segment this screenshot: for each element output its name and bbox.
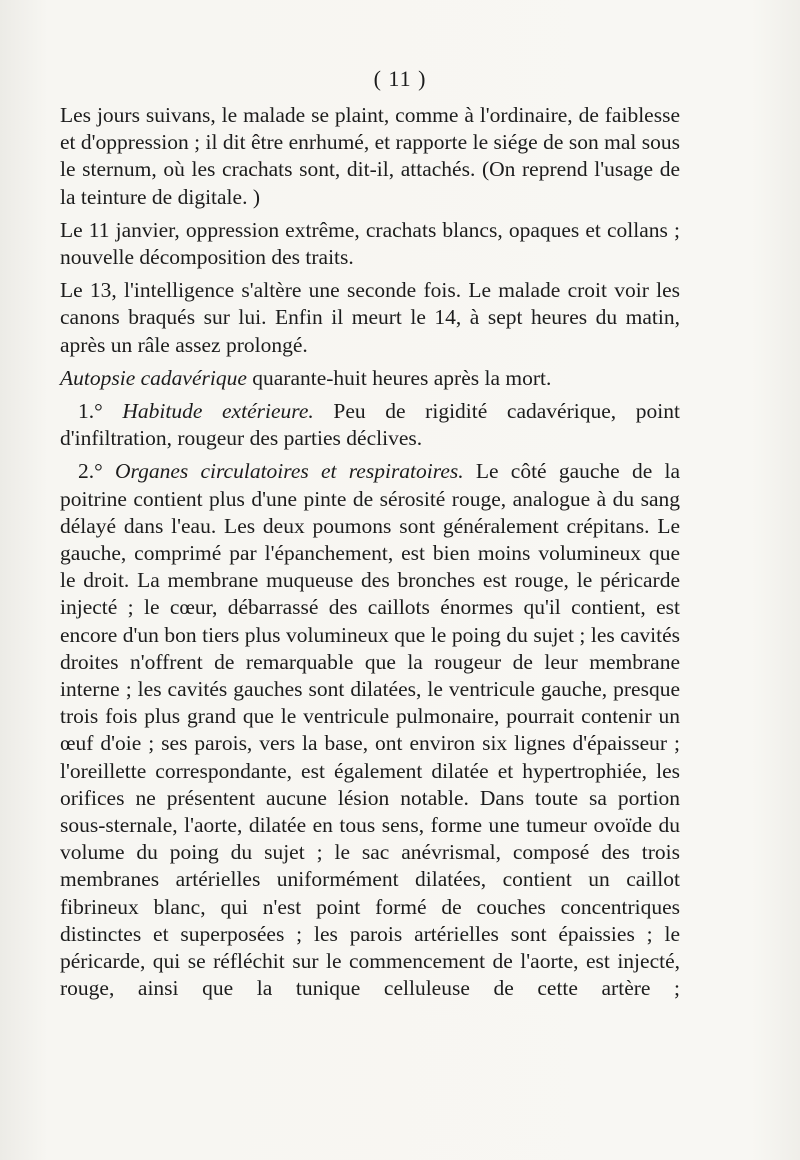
paragraph-death: Le 13, l'intelligence s'altère une seconde fois. Le malade croit voir les canons braqués sur lui. Enfin il meurt le 14, à sept heures du matin, après un râle assez prolongé.	[60, 278, 680, 357]
section-text-exterior: Peu de rigidité cadavérique, point d'infiltration, rougeur des parties déclives.	[60, 399, 680, 451]
body-text	[60, 102, 680, 1009]
autopsy-time: quarante-huit heures après la mort.	[246, 365, 552, 390]
paragraph-symptoms: Les jours suivans, le malade se plaint, comme à l'ordinaire, de faiblesse et d'oppression ; il dit être enrhumé, et rapporte le siége de son mal sous le sternum, où les crachats sont, dit-il, attachés. (On reprend l'usage de la teinture de digitale. )	[60, 103, 680, 209]
section-title-exterior: Habitude extérieure.	[122, 399, 314, 424]
paragraph-january-11: Le 11 janvier, oppression extrême, crachats blancs, opaques et collans ; nouvelle décomposition des traits.	[60, 217, 680, 270]
autopsy-title: Autopsie cadavérique	[60, 365, 247, 390]
section-text-circulatory: Le côté gauche de la poitrine contient plus d'une pinte de sérosité rouge, analogue à du sang délayé dans l'eau. Les deux poumons sont généralement crépitans. Le gauche, comprimé par l'épanchement, est bien moins volumineux que le droit. La membrane muqueuse des bronches est rouge, le péricarde injecté ; le cœur, débarrassé des caillots énormes qu'il contient, est encore d'un bon tiers plus volumineux que le poing du sujet ; les cavités droites n'offrent de remarquable que la rougeur de leur membrane interne ; les cavités gauches sont dilatées, le ventricule gauche, presque trois fois plus grand que le ventricule pulmonaire, pourrait contenir un œuf d'oie ; ses parois, vers la base, ont environ six lignes d'épaisseur ; l'oreillette correspondante, est également dilatée et hypertrophiée, les orifices ne présentent aucune lésion notable. Dans toute sa portion sous-sternale, l'aorte, dilatée en tous sens, forme une tumeur ovoïde du volume du poing du sujet ; le sac anévrismal, composé des trois membranes artérielles uniformément dilatées, contient un caillot fibrineux blanc, qui n'est point formé de couches concentriques distinctes et superposées ; les parois artérielles sont épaissies ; le péricarde, qui se réfléchit sur le commencement de l'aorte, est injecté, rouge, ainsi que la tunique celluleuse de cette artère ;	[60, 459, 681, 1001]
section-title-circulatory: Organes circulatoires et respiratoires.	[114, 459, 464, 484]
section-circulatory	[60, 458, 680, 1002]
section-exterior	[60, 398, 680, 452]
section-number-1: 1.°	[78, 399, 123, 424]
paragraph-autopsy-heading	[60, 365, 680, 392]
section-number-2: 2.°	[78, 459, 115, 484]
page-number: ( 11 )	[373, 66, 427, 91]
